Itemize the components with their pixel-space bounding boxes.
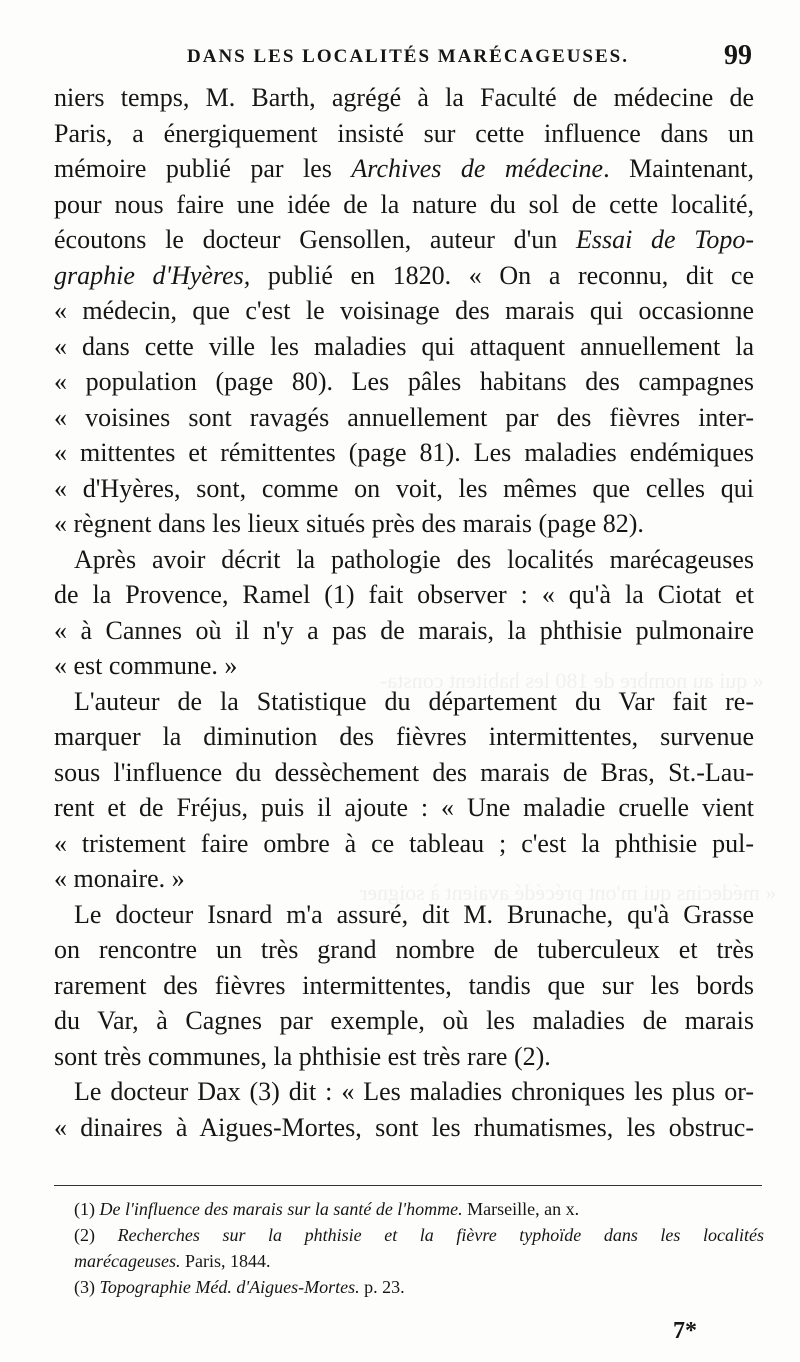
bleed-line: « médecins qui m'ont précédé avaient à soigner <box>360 880 777 905</box>
running-header <box>58 40 758 80</box>
footnote-text: Paris, 1844. <box>180 1251 271 1271</box>
text-line: rarement des fièvres intermittentes, tandis que sur les bords <box>54 970 754 1000</box>
text-line: marquer la diminution des fièvres intermittentes, survenue <box>54 722 754 751</box>
body-text <box>54 80 754 1145</box>
italic-title: Essai de Topo- <box>575 225 754 254</box>
footnote-2 <box>74 1222 764 1248</box>
text-line: pour nous faire une idée de la nature du sol de cette localité, <box>54 189 754 219</box>
text-line: « d'Hyères, sont, comme on voit, les mêmes que celles qui <box>54 473 754 503</box>
text-line: de la Provence, Ramel (1) fait observer : « qu'à la Ciotat et <box>54 580 754 609</box>
text-line: « règnent dans les lieux situés près des marais (page 82). <box>54 509 644 538</box>
bleed-line: « qui au nombre de 180 les habitent consta- <box>380 668 764 693</box>
text-line: « mittentes et rémittentes (page 81). Les maladies endémiques <box>54 438 754 467</box>
footnote-marker: (1) <box>74 1199 100 1219</box>
text-line: sont très communes, la phthisie est très rare (2). <box>54 1041 551 1071</box>
text-line: « tristement faire ombre à ce tableau ; c'est la phthisie pul- <box>54 828 754 858</box>
text-line: « à Cannes où il n'y a pas de marais, la phthisie pulmonaire <box>54 615 754 645</box>
footnote-title: marécageuses. <box>74 1251 181 1271</box>
footnote-text: Marseille, an x. <box>462 1199 580 1219</box>
text-line: « dans cette ville les maladies qui attaquent annuellement la <box>54 331 754 361</box>
text-line: rent et de Fréjus, puis il ajoute : « Une maladie cruelle vient <box>54 793 754 822</box>
text-line: Paris, a énergiquement insisté sur cette influence dans un <box>54 118 754 148</box>
text-line: du Var, à Cagnes par exemple, où les maladies de marais <box>54 1006 754 1035</box>
italic-title: graphie d'Hyères, <box>54 260 251 290</box>
text-line: sous l'influence du dessèchement des marais de Bras, St.-Lau- <box>54 757 754 787</box>
text-run: mémoire publié par les <box>54 154 352 183</box>
text-line: L'auteur de la Statistique du département du Var fait re- <box>74 686 754 716</box>
footnote-rule <box>54 1185 762 1186</box>
footnote-title: De l'influence des marais sur la santé de l'homme. <box>99 1199 463 1219</box>
footnote-text: p. 23. <box>359 1277 405 1297</box>
text-line: « médecin, que c'est le voisinage des marais qui occasionne <box>54 296 754 325</box>
text-line: Le docteur Dax (3) dit : « Les maladies chroniques les plus or- <box>74 1077 754 1106</box>
footnote-marker: (2) <box>74 1225 118 1245</box>
signature-mark: 7* <box>673 1318 697 1344</box>
text-run: écoutons le docteur Gensollen, auteur d'un <box>54 225 576 254</box>
footnote-title: Topographie Méd. d'Aigues-Mortes. <box>99 1277 360 1297</box>
footnote-title: Recherches sur la phthisie et la fièvre typhoïde dans les localités <box>117 1225 764 1245</box>
text-line: « monaire. » <box>54 864 185 893</box>
text-line: niers temps, M. Barth, agrégé à la Faculté de médecine de <box>54 83 754 112</box>
text-line: « est commune. » <box>54 651 238 680</box>
footnote-marker: (3) <box>74 1277 100 1297</box>
running-title: DANS LES LOCALITÉS MARÉCAGEUSES. <box>187 46 629 67</box>
text-run: publié en 1820. « On a reconnu, dit ce <box>250 260 754 290</box>
page-number: 99 <box>724 40 752 71</box>
footnote-3 <box>74 1274 764 1300</box>
italic-title: Archives de médecine <box>351 154 604 183</box>
footnotes <box>74 1196 764 1300</box>
text-line: Le docteur Isnard m'a assuré, dit M. Brunache, qu'à Grasse <box>74 899 754 929</box>
text-line: Après avoir décrit la pathologie des localités marécageuses <box>74 544 754 574</box>
text-line: « dinaires à Aigues-Mortes, sont les rhumatismes, les obstruc- <box>54 1112 754 1142</box>
text-line <box>54 258 754 294</box>
text-line <box>54 151 754 187</box>
footnote-2-continued <box>74 1248 764 1274</box>
text-line: « population (page 80). Les pâles habitans des campagnes <box>54 367 754 396</box>
text-line: on rencontre un très grand nombre de tuberculeux et très <box>54 935 754 964</box>
footnote-1 <box>74 1196 764 1222</box>
text-line: « voisines sont ravagés annuellement par des fièvres inter- <box>54 402 754 432</box>
text-run: . Maintenant, <box>603 154 754 183</box>
text-line <box>54 222 754 258</box>
